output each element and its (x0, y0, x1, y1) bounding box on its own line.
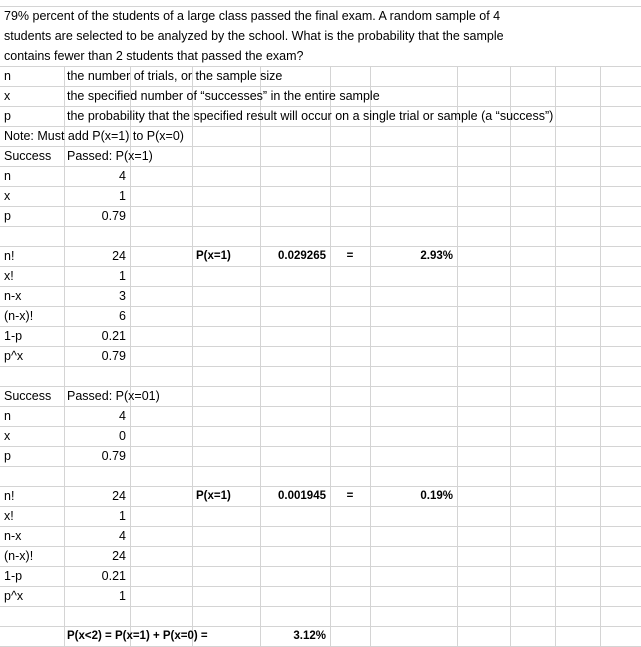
passed-label[interactable]: Passed: P(x=01) (67, 389, 160, 403)
definition-symbol[interactable]: x (4, 89, 11, 103)
grid-col-line (555, 66, 556, 646)
probability-value[interactable]: 0.001945 (278, 490, 326, 502)
definition-symbol[interactable]: p (4, 109, 11, 123)
calc-label[interactable]: 1-p (4, 569, 23, 583)
input-label[interactable]: p (4, 209, 11, 223)
calc-value[interactable]: 24 (112, 249, 126, 263)
definition-text[interactable]: the probability that the specified result will occur on a single trial or sample (a “success”) (67, 109, 554, 123)
note-text[interactable]: Note: Must add P(x=1) to P(x=0) (4, 129, 184, 143)
input-value[interactable]: 4 (119, 409, 126, 423)
calc-label[interactable]: (n-x)! (4, 549, 34, 563)
input-label[interactable]: n (4, 169, 11, 183)
probability-percent[interactable]: 2.93% (420, 250, 453, 262)
probability-value[interactable]: 0.029265 (278, 250, 326, 262)
grid-col-line (600, 66, 601, 646)
calc-label[interactable]: n-x (4, 289, 22, 303)
final-result[interactable]: 3.12% (293, 630, 326, 642)
grid-col-line (192, 66, 193, 646)
definition-symbol[interactable]: n (4, 69, 11, 83)
probability-percent[interactable]: 0.19% (420, 490, 453, 502)
calc-value[interactable]: 1 (119, 509, 126, 523)
success-label[interactable]: Success (4, 389, 52, 403)
input-label[interactable]: n (4, 409, 11, 423)
equals-sign[interactable]: = (346, 250, 354, 262)
calc-value[interactable]: 24 (112, 549, 126, 563)
calc-label[interactable]: n! (4, 489, 15, 503)
grid-row-line (0, 466, 641, 467)
grid-col-line (370, 66, 371, 646)
input-value[interactable]: 0.79 (101, 449, 126, 463)
input-label[interactable]: x (4, 189, 11, 203)
calc-label[interactable]: p^x (4, 349, 24, 363)
grid-col-line (260, 66, 261, 646)
grid-col-line (457, 66, 458, 646)
grid-col-line (330, 66, 331, 646)
calc-value[interactable]: 1 (119, 269, 126, 283)
definition-text[interactable]: the specified number of “successes” in the entire sample (67, 89, 380, 103)
passed-label[interactable]: Passed: P(x=1) (67, 149, 153, 163)
input-value[interactable]: 1 (119, 189, 126, 203)
calc-value[interactable]: 4 (119, 529, 126, 543)
input-value[interactable]: 4 (119, 169, 126, 183)
question-text-line[interactable]: students are selected to be analyzed by the school. What is the probability that the sample (4, 29, 504, 43)
calc-value[interactable]: 0.21 (101, 569, 126, 583)
grid-col-line (510, 66, 511, 646)
calc-value[interactable]: 1 (119, 589, 126, 603)
probability-label[interactable]: P(x=1) (196, 490, 231, 502)
calc-label[interactable]: 1-p (4, 329, 23, 343)
input-value[interactable]: 0 (119, 429, 126, 443)
calc-value[interactable]: 0.21 (101, 329, 126, 343)
definition-text[interactable]: the number of trials, or the sample size (67, 69, 283, 83)
grid-row-line (0, 226, 641, 227)
calc-label[interactable]: n! (4, 249, 15, 263)
calc-label[interactable]: x! (4, 269, 14, 283)
input-label[interactable]: x (4, 429, 11, 443)
grid-row-line (0, 366, 641, 367)
question-text-line[interactable]: 79% percent of the students of a large class passed the final exam. A random sample of 4 (4, 9, 501, 23)
calc-label[interactable]: p^x (4, 589, 24, 603)
calc-label[interactable]: (n-x)! (4, 309, 34, 323)
input-label[interactable]: p (4, 449, 11, 463)
calc-label[interactable]: x! (4, 509, 14, 523)
probability-label[interactable]: P(x=1) (196, 250, 231, 262)
calc-value[interactable]: 6 (119, 309, 126, 323)
calc-label[interactable]: n-x (4, 529, 22, 543)
calc-value[interactable]: 0.79 (101, 349, 126, 363)
final-formula[interactable]: P(x<2) = P(x=1) + P(x=0) = (67, 630, 208, 642)
calc-value[interactable]: 24 (112, 489, 126, 503)
grid-row-line (0, 606, 641, 607)
equals-sign[interactable]: = (346, 490, 354, 502)
question-text-line[interactable]: contains fewer than 2 students that passed the exam? (4, 49, 304, 63)
calc-value[interactable]: 3 (119, 289, 126, 303)
input-value[interactable]: 0.79 (101, 209, 126, 223)
success-label[interactable]: Success (4, 149, 52, 163)
